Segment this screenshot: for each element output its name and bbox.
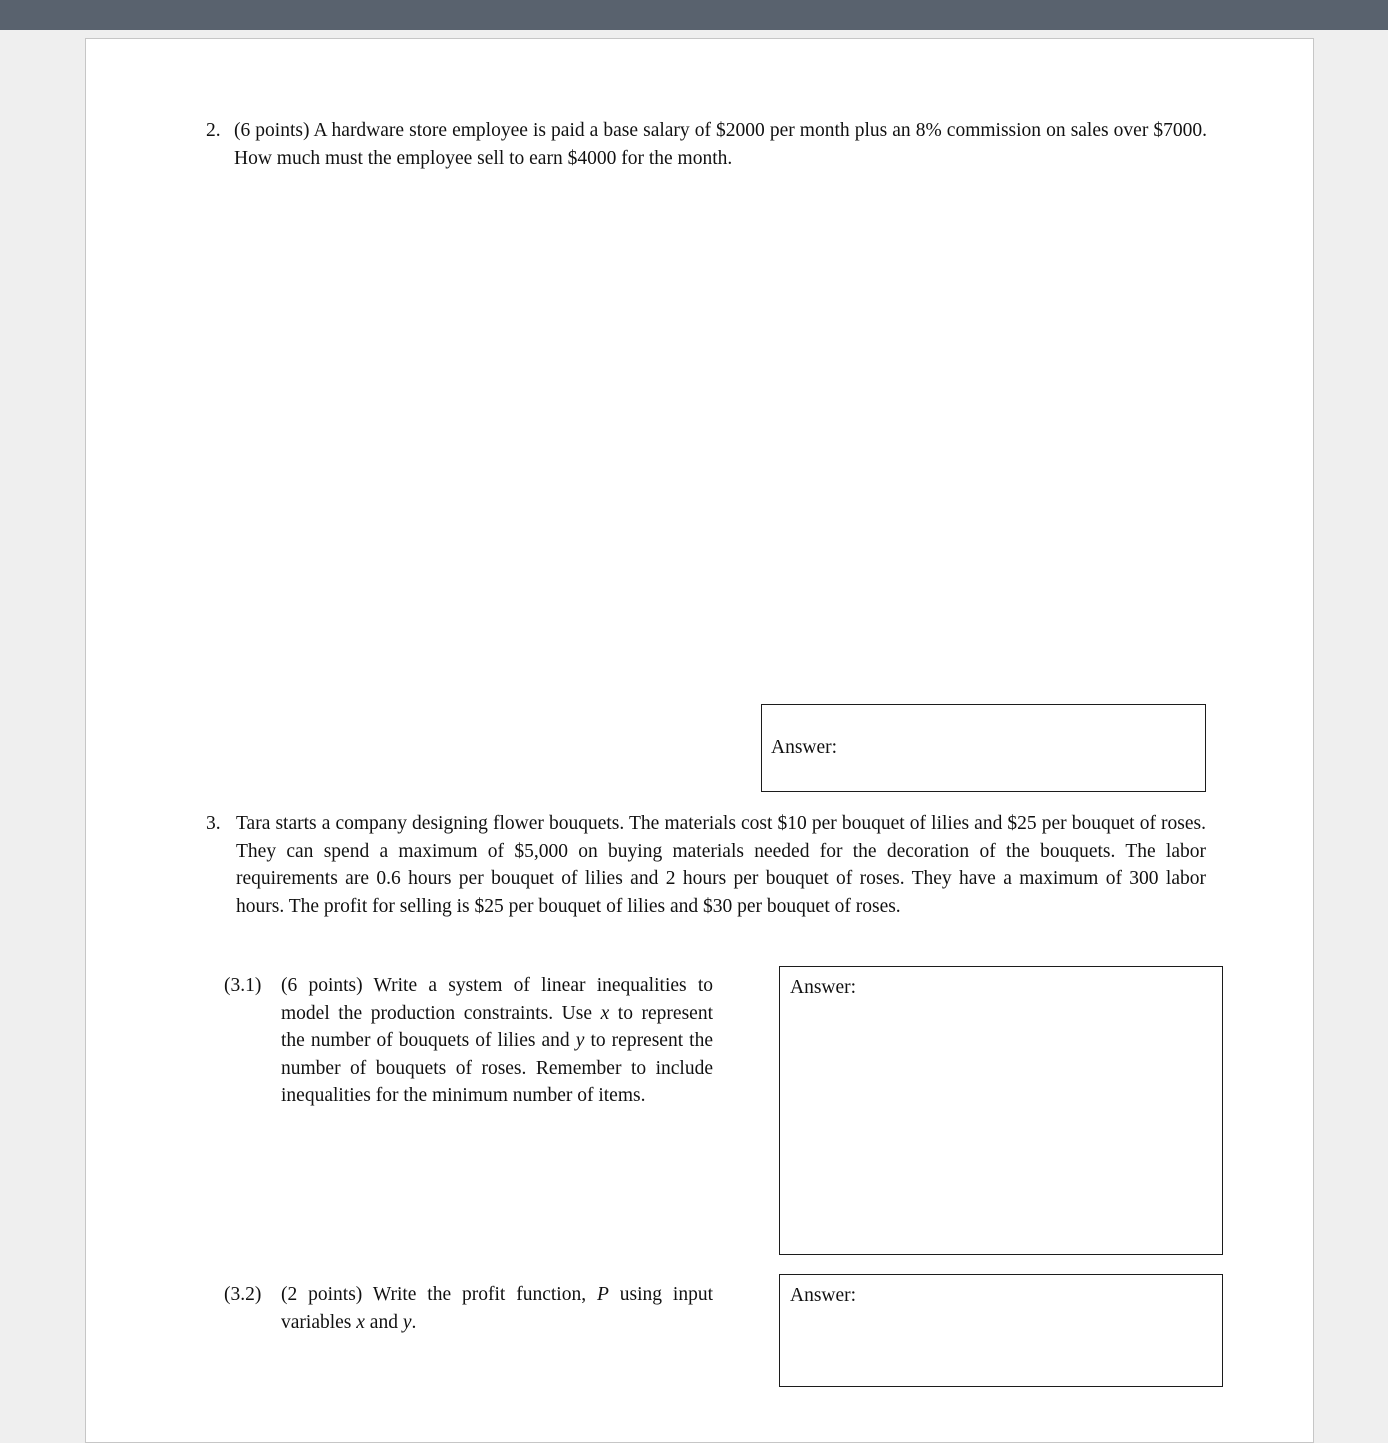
viewer-top-bar [0,0,1388,30]
problem-3-2-number: (3.2) [224,1284,262,1305]
answer-label: Answer: [790,1285,857,1306]
problem-3-1-number: (3.1) [224,975,262,996]
problem-3-1-answer-box [779,966,1223,1255]
problem-3-2-text: (2 points) Write the profit function, P using input variables x and y. [281,1284,713,1333]
answer-label: Answer: [790,977,857,998]
problem-3-2-answer-box [779,1274,1223,1387]
problem-3-text: Tara starts a company designing flower bouquets. The materials cost $10 per bouquet of lilies and $25 per bouquet of roses. They can spend a maximum of $5,000 on buying materials needed for the decoration of the bouquets. The labor requirements are 0.6 hours per bouquet of lilies and 2 hours per bouquet of roses. They have a maximum of 300 labor hours. The profit for selling is $25 per bouquet of lilies and $30 per bouquet of roses. [236,813,1206,917]
problem-2-text: (6 points) A hardware store employee is paid a base salary of $2000 per month plus an 8% commission on sales over $7000. How much must the employee sell to earn $4000 for the month. [234,120,1207,169]
problem-3-1-text: (6 points) Write a system of linear inequalities to model the production constraints. Use x to represent the number of bouquets of lilies and y to represent the number of bouquets of roses. Remember to include inequalities for the minimum number of items. [281,975,713,1106]
problem-3-number: 3. [206,813,221,834]
document-page [85,38,1314,1443]
problem-2-number: 2. [206,120,221,141]
problem-2-answer-box [761,704,1206,792]
answer-label: Answer: [771,737,838,758]
